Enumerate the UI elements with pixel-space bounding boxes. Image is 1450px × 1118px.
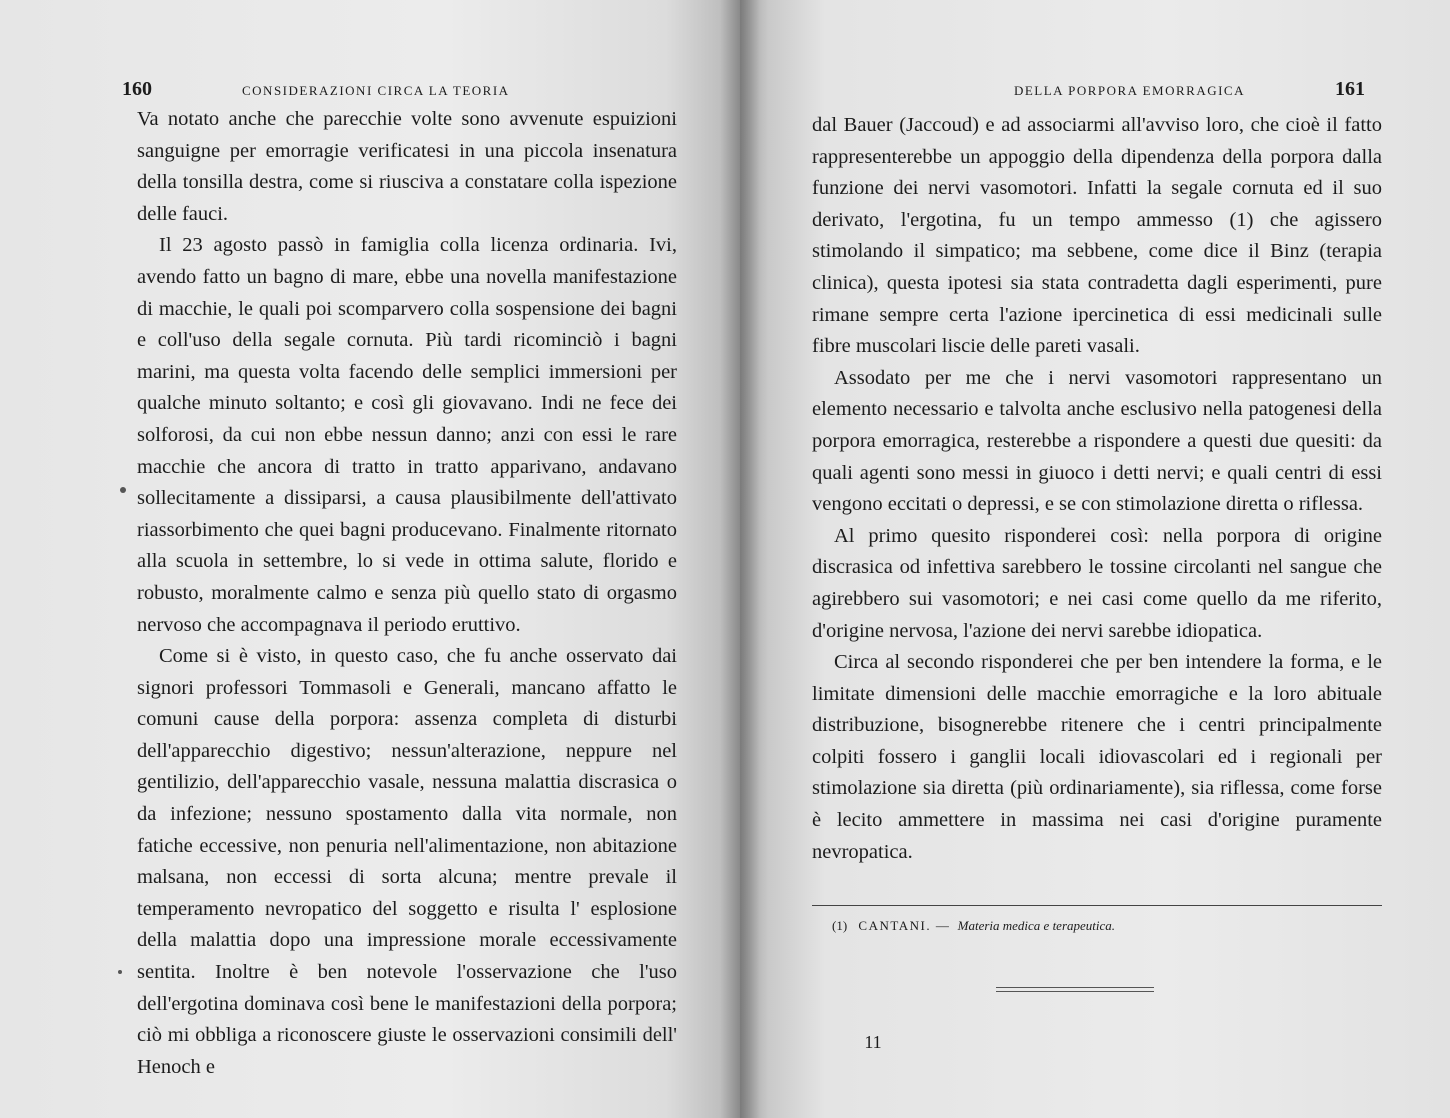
ink-spot — [118, 970, 122, 974]
footnote-author: CANTANI. — — [858, 918, 951, 933]
paragraph: Il 23 agosto passò in famiglia colla licenza ordinaria. Ivi, avendo fatto un bagno di mare, ebbe una novella manifestazione di macchie, le quali poi scomparvero colla sospensione dei bagni e coll'uso della segale cornuta. Più tardi ricominciò i bagni marini, ma questa volta facendo delle semplici immersioni per qualche minuto soltanto; e così gli giovavano. Indi ne fece dei solforosi, da cui non ebbe nessun danno; anzi con essi le rare macchie che ancora di tratto in tratto apparivano, andavano sollecitamente a dissiparsi, a causa plausibilmente dell'attivato riassorbimento che quei bagni producevano. Finalmente ritornato alla scuola in settembre, lo si vede in ottima salute, florido e robusto, moralmente calmo e senza più quello stato di orgasmo nervoso che accompagnava il periodo eruttivo. — [137, 234, 677, 636]
right-page — [740, 0, 1450, 1118]
footnote-rule — [812, 905, 1382, 906]
footnote-title: Materia medica e terapeutica. — [957, 918, 1116, 933]
paragraph: Va notato anche che parecchie volte sono avvenute espuizioni sanguigne per emorragie verificatesi in una piccola insenatura della tonsilla destra, come si riusciva a constatare colla ispezione delle fauci. — [137, 108, 677, 225]
paragraph: dal Bauer (Jaccoud) e ad associarmi all'avviso loro, che cioè il fatto rappresenterebbe un appoggio della dipendenza della porpora dalla funzione dei nervi vasomotori. Infatti la segale cornuta ed il suo derivato, l'ergotina, fu un tempo ammesso (1) che agissero stimolando il simpatico; ma sebbene, come dice il Binz (terapia clinica), questa ipotesi sia stata contradetta dagli esperimenti, pure rimane sempre certa l'azione ipercinetica di essi medicinali sulle fibre muscolari liscie delle pareti vasali. — [812, 114, 1382, 358]
paragraph: Come si è visto, in questo caso, che fu anche osservato dai signori professori Tommasoli e Generali, mancano affatto le comuni cause della porpora: assenza completa di disturbi dell'apparecchio digestivo; nessun'alterazione, neppure nel gentilizio, dell'apparecchio vasale, nessuna malattia discrasica o da infezione; nessuno spostamento dalla vita normale, non fatiche eccessive, non penuria nell'alimentazione, non abitazione malsana, non eccessi di sorta alcuna; mentre prevale il temperamento nevropatico del soggetto e risulta l' esplosione della malattia dopo una impressione morale eccessivamente sentita. Inoltre è ben notevole l'osservazione che l'uso dell'ergotina dominava così bene le manifestazioni della porpora; ciò mi obbliga a riconoscere giuste le osservazioni consimili dell' Henoch e — [137, 645, 677, 1078]
left-body-text — [137, 104, 677, 1083]
footnote — [832, 918, 1382, 934]
paragraph: Al primo quesito risponderei così: nella porpora di origine discrasica od infettiva sarebbero le tossine circolanti nel sangue che agirebbero sui vasomotori; e nei casi come quello da me riferito, d'origine nervosa, l'azione dei nervi sarebbe idiopatica. — [812, 524, 1382, 642]
end-ornament-rule — [996, 987, 1154, 992]
signature-mark: 11 — [864, 1032, 882, 1052]
footnote-mark: (1) — [832, 918, 848, 933]
ink-spot — [120, 487, 126, 493]
page-number: 160 — [122, 78, 152, 100]
paragraph: Circa al secondo risponderei che per ben intendere la forma, e le limitate dimensioni delle macchie emorragiche e la loro abituale distribuzione, bisognerebbe ritenere che i centri principalmente colpiti fossero i ganglii locali idiovascolari ed i regionali per stimolazione sia diretta (più ordinariamente), sia riflessa, come forse è lecito ammettere in massima nei casi d'origine puramente nevropatica. — [812, 651, 1382, 863]
running-head: DELLA PORPORA EMORRAGICA — [1013, 83, 1245, 98]
running-head: CONSIDERAZIONI CIRCA LA TEORIA — [242, 83, 510, 98]
book-gutter — [720, 0, 760, 1118]
right-body-text — [812, 110, 1382, 868]
right-running-header — [820, 78, 1365, 101]
page-number: 161 — [1335, 78, 1365, 100]
paragraph: Assodato per me che i nervi vasomotori rappresentano un elemento necessario e talvolta anche esclusivo nella patogenesi della porpora emorragica, resterebbe a rispondere a questi due quesiti: da quali agenti sono messi in giuoco i detti nervi; e quali centri di essi vengono eccitati o depressi, e se con stimolazione diretta o riflessa. — [812, 366, 1382, 516]
left-running-header — [122, 78, 652, 101]
